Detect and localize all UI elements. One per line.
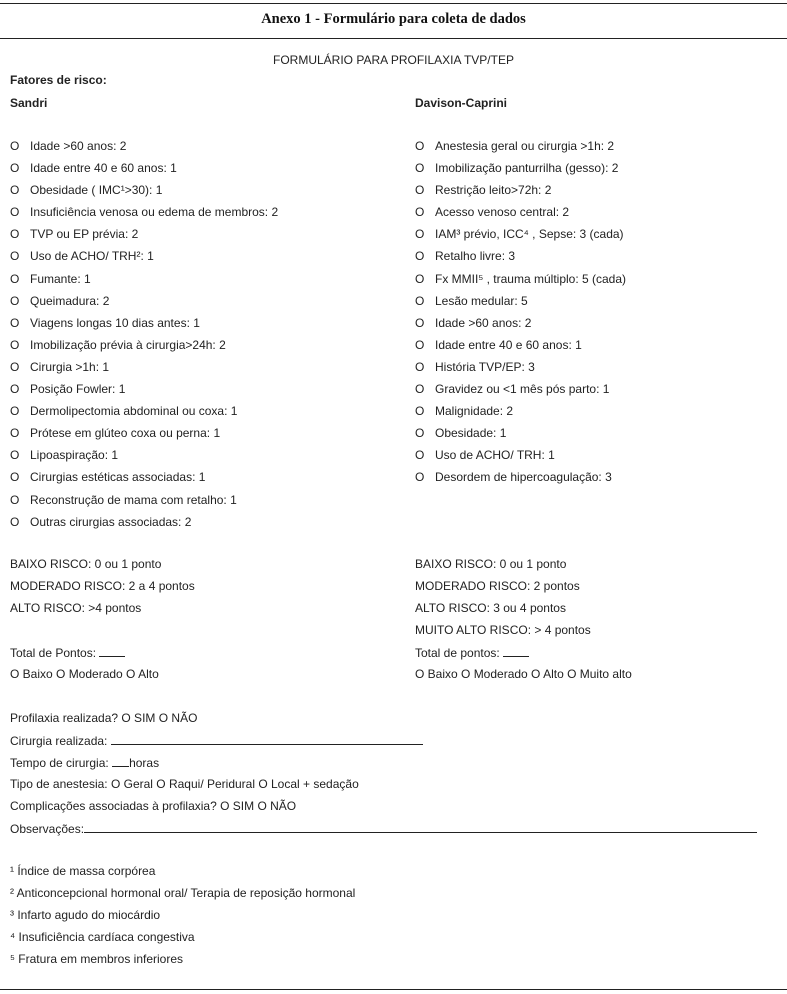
option-circle[interactable]: O xyxy=(10,404,20,419)
davison-total xyxy=(415,645,529,660)
davison-score-very-high: MUITO ALTO RISCO: > 4 pontos xyxy=(415,623,591,638)
option-circle[interactable]: O xyxy=(415,404,425,419)
davison-item[interactable] xyxy=(415,183,787,205)
sandri-item[interactable] xyxy=(10,161,390,183)
sandri-score-moderate: MODERADO RISCO: 2 a 4 pontos xyxy=(10,579,195,594)
sandri-score-block xyxy=(10,557,195,623)
time-field[interactable] xyxy=(112,755,129,767)
sandri-item-label: Outras cirurgias associadas: 2 xyxy=(30,514,192,529)
option-circle[interactable]: O xyxy=(415,183,425,198)
davison-item-label: Gravidez ou <1 mês pós parto: 1 xyxy=(435,382,610,397)
davison-item[interactable] xyxy=(415,161,787,183)
davison-total-field[interactable] xyxy=(503,645,529,657)
anesthesia-question[interactable]: Tipo de anestesia: O Geral O Raqui/ Peridural O Local + sedação xyxy=(10,777,359,791)
sandri-item-label: Cirurgia >1h: 1 xyxy=(30,359,110,374)
davison-item[interactable] xyxy=(415,139,787,161)
option-circle[interactable]: O xyxy=(415,293,425,308)
sandri-item-label: Cirurgias estéticas associadas: 1 xyxy=(30,470,206,485)
davison-item-label: Desordem de hipercoagulação: 3 xyxy=(435,470,612,485)
davison-list xyxy=(415,139,787,493)
davison-item-label: Acesso venoso central: 2 xyxy=(435,205,570,220)
davison-item-label: Malignidade: 2 xyxy=(435,404,514,419)
time-row xyxy=(10,755,159,770)
surgery-label: Cirurgia realizada: xyxy=(10,734,108,748)
sandri-list xyxy=(10,139,390,537)
footnote-5: ⁵ Fratura em membros inferiores xyxy=(10,952,184,967)
davison-score-high: ALTO RISCO: 3 ou 4 pontos xyxy=(415,601,566,616)
option-circle[interactable]: O xyxy=(10,337,20,352)
davison-item-label: Anestesia geral ou cirurgia >1h: 2 xyxy=(435,139,615,153)
option-circle[interactable]: O xyxy=(415,271,425,286)
option-circle[interactable]: O xyxy=(415,227,425,242)
option-circle[interactable]: O xyxy=(10,514,20,529)
davison-item[interactable] xyxy=(415,227,787,249)
option-circle[interactable]: O xyxy=(415,205,425,220)
footnote-4: ⁴ Insuficiência cardíaca congestiva xyxy=(10,930,195,945)
sandri-item[interactable] xyxy=(10,360,390,382)
sandri-total-label: Total de Pontos: xyxy=(10,646,97,660)
option-circle[interactable]: O xyxy=(10,293,20,308)
option-circle[interactable]: O xyxy=(415,161,425,176)
option-circle[interactable]: O xyxy=(10,139,20,153)
sandri-item-label: Uso de ACHO/ TRH²: 1 xyxy=(30,249,154,264)
sandri-score-high: ALTO RISCO: >4 pontos xyxy=(10,601,142,616)
davison-item-label: Lesão medular: 5 xyxy=(435,293,528,308)
option-circle[interactable]: O xyxy=(10,470,20,485)
davison-item[interactable] xyxy=(415,382,787,404)
davison-classification[interactable]: O Baixo O Moderado O Alto O Muito alto xyxy=(415,667,632,681)
option-circle[interactable]: O xyxy=(415,315,425,330)
sandri-item[interactable] xyxy=(10,338,390,360)
sandri-item-label: Reconstrução de mama com retalho: 1 xyxy=(30,492,237,507)
option-circle[interactable]: O xyxy=(10,161,20,176)
option-circle[interactable]: O xyxy=(415,448,425,463)
sandri-item-label: Idade entre 40 e 60 anos: 1 xyxy=(30,161,177,176)
option-circle[interactable]: O xyxy=(10,249,20,264)
davison-item[interactable] xyxy=(415,316,787,338)
davison-item[interactable] xyxy=(415,448,787,470)
davison-score-block xyxy=(415,557,591,645)
form-title: FORMULÁRIO PARA PROFILAXIA TVP/TEP xyxy=(273,53,514,67)
title-rule xyxy=(0,38,787,39)
option-circle[interactable]: O xyxy=(415,337,425,352)
sandri-total-field[interactable] xyxy=(99,645,125,657)
davison-item[interactable] xyxy=(415,426,787,448)
sandri-classification[interactable]: O Baixo O Moderado O Alto xyxy=(10,667,159,681)
prophylaxis-question[interactable]: Profilaxia realizada? O SIM O NÃO xyxy=(10,711,198,725)
sandri-item-label: Posição Fowler: 1 xyxy=(30,382,126,397)
option-circle[interactable]: O xyxy=(10,227,20,242)
sandri-item-label: Fumante: 1 xyxy=(30,271,91,286)
sandri-item-label: Obesidade ( IMC¹>30): 1 xyxy=(30,183,163,198)
davison-title: Davison-Caprini xyxy=(415,96,508,110)
sandri-item[interactable] xyxy=(10,404,390,426)
sandri-item[interactable] xyxy=(10,227,390,249)
option-circle[interactable]: O xyxy=(10,205,20,220)
option-circle[interactable]: O xyxy=(415,249,425,264)
option-circle[interactable]: O xyxy=(10,271,20,286)
option-circle[interactable]: O xyxy=(415,139,425,153)
sandri-item[interactable] xyxy=(10,426,390,448)
option-circle[interactable]: O xyxy=(415,359,425,374)
sandri-item[interactable] xyxy=(10,493,390,515)
option-circle[interactable]: O xyxy=(10,382,20,397)
observations-label: Observações: xyxy=(10,822,85,836)
sandri-item-label: Dermolipectomia abdominal ou coxa: 1 xyxy=(30,404,238,419)
footnotes xyxy=(10,864,355,974)
davison-item-label: IAM³ prévio, ICC⁴ , Sepse: 3 (cada) xyxy=(435,227,624,242)
sandri-item-label: Insuficiência venosa ou edema de membros: 2 xyxy=(30,205,279,220)
footnote-1: ¹ Índice de massa corpórea xyxy=(10,864,156,878)
sandri-item[interactable] xyxy=(10,139,390,161)
davison-item[interactable] xyxy=(415,360,787,382)
sandri-item-label: Prótese em glúteo coxa ou perna: 1 xyxy=(30,426,221,441)
option-circle[interactable]: O xyxy=(10,359,20,374)
davison-item[interactable] xyxy=(415,470,787,492)
davison-item-label: Imobilização panturrilha (gesso): 2 xyxy=(435,161,619,176)
footnote-3: ³ Infarto agudo do miocárdio xyxy=(10,908,161,923)
option-circle[interactable]: O xyxy=(10,315,20,330)
sandri-item[interactable] xyxy=(10,183,390,205)
observations-row xyxy=(10,821,757,836)
sandri-item-label: Viagens longas 10 dias antes: 1 xyxy=(30,315,200,330)
option-circle[interactable]: O xyxy=(415,382,425,397)
top-rule xyxy=(0,3,787,4)
bottom-rule xyxy=(0,989,787,990)
davison-item-label: Restrição leito>72h: 2 xyxy=(435,183,552,198)
davison-item-label: Uso de ACHO/ TRH: 1 xyxy=(435,448,555,463)
davison-item-label: História TVP/EP: 3 xyxy=(435,359,535,374)
option-circle[interactable]: O xyxy=(415,426,425,441)
davison-item[interactable] xyxy=(415,404,787,426)
davison-score-low: BAIXO RISCO: 0 ou 1 ponto xyxy=(415,557,567,571)
surgery-row xyxy=(10,733,423,748)
davison-item-label: Fx MMII⁵ , trauma múltiplo: 5 (cada) xyxy=(435,271,627,286)
sandri-item-label: Imobilização prévia à cirurgia>24h: 2 xyxy=(30,337,226,352)
davison-item[interactable] xyxy=(415,249,787,271)
surgery-field[interactable] xyxy=(111,733,423,745)
davison-item-label: Idade >60 anos: 2 xyxy=(435,315,532,330)
sandri-score-low: BAIXO RISCO: 0 ou 1 ponto xyxy=(10,557,162,571)
sandri-total xyxy=(10,645,125,660)
davison-item-label: Obesidade: 1 xyxy=(435,426,507,441)
time-unit: horas xyxy=(129,756,160,770)
sandri-item[interactable] xyxy=(10,205,390,227)
sandri-item[interactable] xyxy=(10,470,390,492)
sandri-title: Sandri xyxy=(10,96,48,110)
davison-total-label: Total de pontos: xyxy=(415,646,500,660)
sandri-item[interactable] xyxy=(10,272,390,294)
option-circle[interactable]: O xyxy=(10,492,20,507)
davison-item[interactable] xyxy=(415,272,787,294)
sandri-item[interactable] xyxy=(10,294,390,316)
footnote-2: ² Anticoncepcional hormonal oral/ Terapia de reposição hormonal xyxy=(10,886,356,901)
time-label: Tempo de cirurgia: xyxy=(10,756,109,770)
sandri-item[interactable] xyxy=(10,448,390,470)
option-circle[interactable]: O xyxy=(10,183,20,198)
davison-item[interactable] xyxy=(415,294,787,316)
option-circle[interactable]: O xyxy=(415,470,425,485)
sandri-item-label: TVP ou EP prévia: 2 xyxy=(30,227,139,242)
sandri-item[interactable] xyxy=(10,316,390,338)
davison-score-moderate: MODERADO RISCO: 2 pontos xyxy=(415,579,580,594)
sandri-item[interactable] xyxy=(10,249,390,271)
annex-title: Anexo 1 - Formulário para coleta de dados xyxy=(261,11,526,27)
risk-factors-label: Fatores de risco: xyxy=(10,73,107,87)
davison-item-label: Idade entre 40 e 60 anos: 1 xyxy=(435,337,582,352)
complications-question[interactable]: Complicações associadas à profilaxia? O SIM O NÃO xyxy=(10,799,297,813)
option-circle[interactable]: O xyxy=(10,448,20,463)
sandri-item-label: Lipoaspiração: 1 xyxy=(30,448,119,463)
observations-field[interactable] xyxy=(84,821,757,833)
davison-item-label: Retalho livre: 3 xyxy=(435,249,516,264)
davison-item[interactable] xyxy=(415,205,787,227)
sandri-item-label: Queimadura: 2 xyxy=(30,293,110,308)
option-circle[interactable]: O xyxy=(10,426,20,441)
sandri-item[interactable] xyxy=(10,515,390,537)
sandri-item-label: Idade >60 anos: 2 xyxy=(30,139,127,153)
sandri-item[interactable] xyxy=(10,382,390,404)
davison-item[interactable] xyxy=(415,338,787,360)
